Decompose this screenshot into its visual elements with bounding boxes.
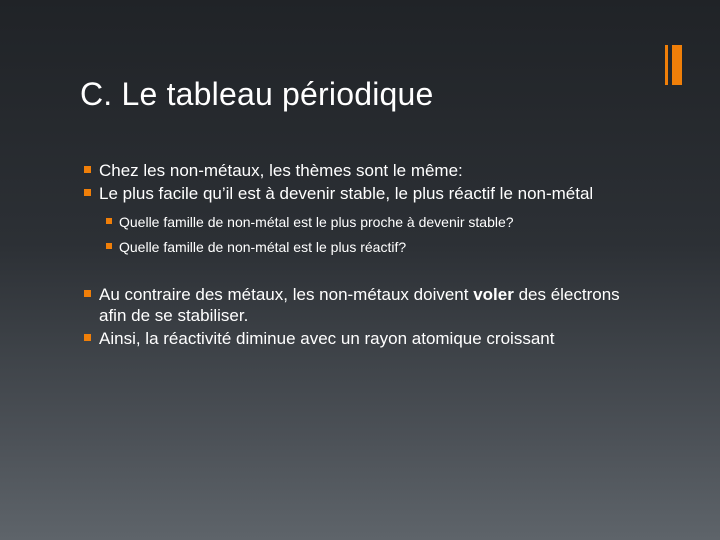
bullet-themes — [84, 160, 644, 181]
accent-bar-thin — [665, 45, 668, 85]
bullet-text: Quelle famille de non-métal est le plus proche à devenir stable? — [119, 214, 514, 230]
bullet-square-icon — [106, 243, 112, 249]
bullet-square-icon — [84, 166, 91, 173]
bullet-atomic-radius — [84, 328, 644, 349]
bullet-text-end: des électrons afin de se stabiliser. — [99, 285, 620, 325]
bullet-text-emphasis: voler — [473, 285, 514, 304]
bullet-square-icon — [84, 189, 91, 196]
bullet-text: Le plus facile qu’il est à devenir stable, le plus réactif le non-métal — [99, 184, 594, 203]
accent-bar-thick — [672, 45, 682, 85]
bullet-steal-electrons — [84, 284, 644, 326]
slide-body — [84, 160, 644, 349]
bullet-text-start: Au contraire des métaux, les non-métaux doivent — [99, 285, 474, 304]
bullet-reactivity — [84, 183, 644, 204]
bullet-text: Ainsi, la réactivité diminue avec un rayon atomique croissant — [99, 329, 555, 348]
sub-bullet-closest-stable — [106, 213, 644, 231]
bullet-square-icon — [84, 290, 91, 297]
sub-bullet-most-reactive — [106, 238, 644, 256]
bullet-square-icon — [106, 218, 112, 224]
bullet-text: Quelle famille de non-métal est le plus réactif? — [119, 239, 407, 255]
slide-title: C. Le tableau périodique — [80, 76, 434, 112]
bullet-text: Chez les non-métaux, les thèmes sont le même: — [99, 161, 463, 180]
bullet-square-icon — [84, 334, 91, 341]
